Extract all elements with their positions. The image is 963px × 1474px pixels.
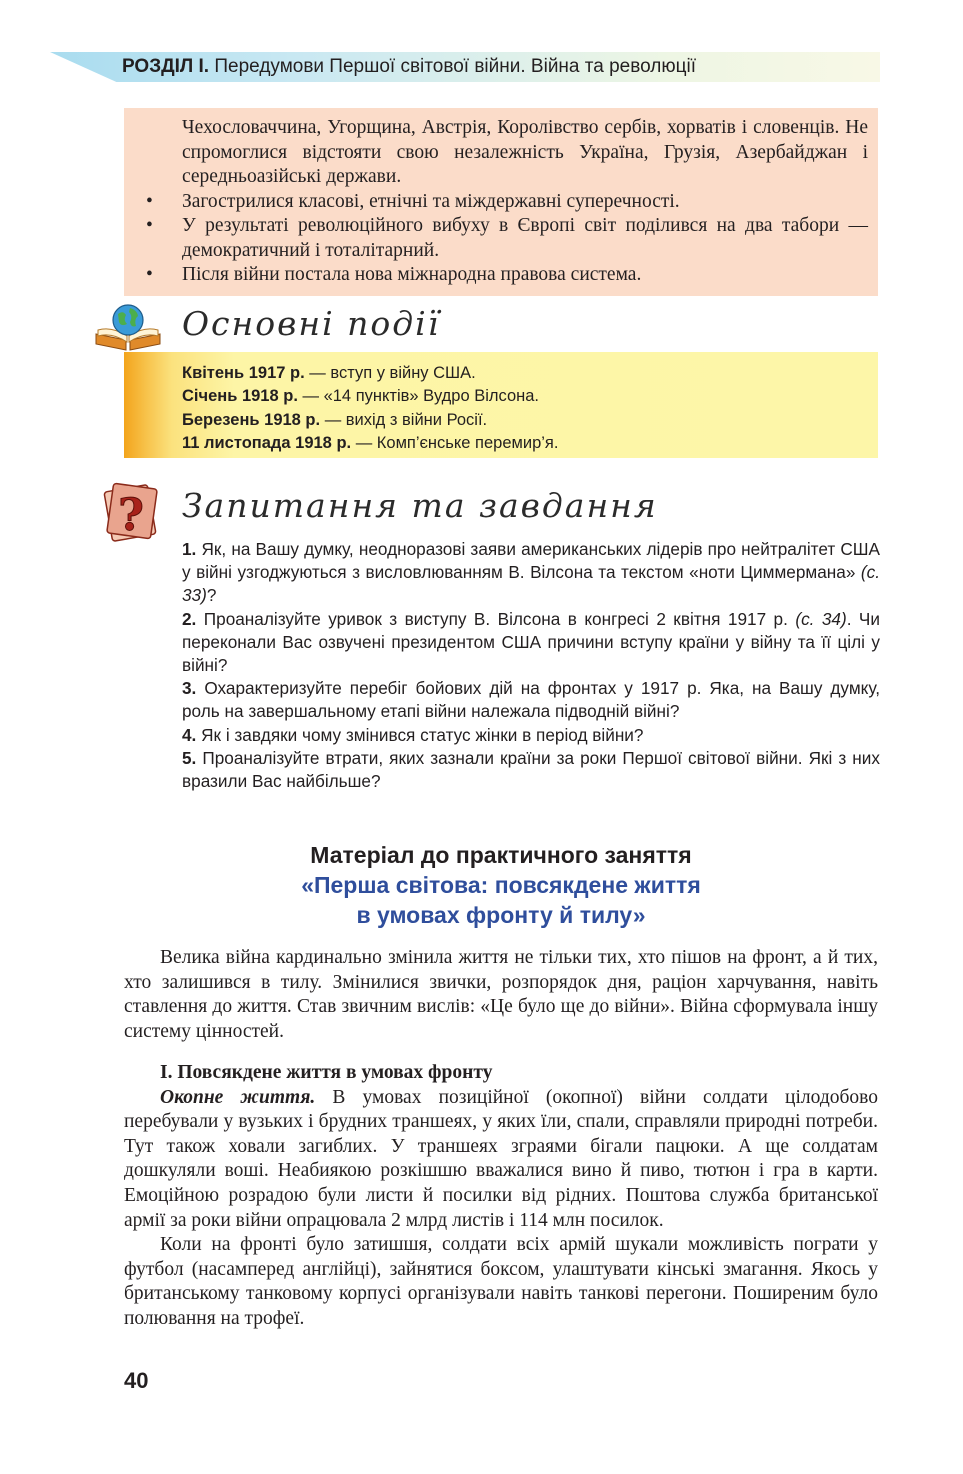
front-section xyxy=(124,1061,878,1332)
question-item: 5. Проаналізуйте втрати, яких зазнали країни за роки Першої світової війни. Які з них вразили Вас найбільше? xyxy=(182,747,880,792)
practical-title-line: Матеріал до практичного заняття xyxy=(310,842,692,868)
summary-text xyxy=(146,116,868,288)
summary-continuation: Чехословаччина, Угорщина, Австрія, Королівство сербів, хорватів і словенців. Не спромоглися відстояти свою незалежність Україна, Грузія, Азербайджан і середньоазійські держави. xyxy=(182,117,868,187)
bullet-icon: • xyxy=(146,264,153,285)
question-item: 3. Охарактеризуйте перебіг бойових дій на фронтах у 1917 р. Яка, на Вашу думку, роль на завершальному етапі війни належала підводній війні? xyxy=(182,678,880,722)
intro-paragraph: Велика війна кардинально змінила життя не тільки тих, хто пішов на фронт, а й тих, хто залишився в тилу. Змінилися звички, розпорядок дня, раціон харчування, навіть ставлення до життя. Став звичним вислів: «Це було ще до війни». Війна сформувала іншу систему цінностей. xyxy=(124,947,878,1042)
events-list xyxy=(182,362,558,455)
practical-title xyxy=(124,840,878,930)
event-item: 11 листопада 1918 р. — Комп’єнське перемир’я. xyxy=(182,433,559,452)
summary-bullet: • Після війни постала нова міжнародна правова система. xyxy=(146,263,868,288)
page-number: 40 xyxy=(124,1368,149,1393)
event-date: Квітень 1917 р. xyxy=(182,364,305,382)
question-item: 4. Як і завдяки чому змінився статус жінки в період війни? xyxy=(182,724,644,745)
bullet-icon: • xyxy=(146,215,153,236)
summary-bullet: • У результаті революційного вибуху в Європі світ поділився на два табори — демократичний і тоталітарний. xyxy=(146,215,868,261)
questions-title: Запитання та завдання xyxy=(182,486,658,525)
event-item: Квітень 1917 р. — вступ у війну США. xyxy=(182,364,476,382)
events-title: Основні події xyxy=(182,304,441,343)
front-paragraph: Коли на фронті було затишшя, солдати всіх армій шукали можливість пограти у футбол (насамперед англійці), зайнятися боксом, улаштувати кінські змагання. Якось у британському танковому корпусі організували навіть танкові перегони. Поширеним було полювання на трофеї. xyxy=(124,1234,878,1329)
intro-text xyxy=(124,946,878,1044)
question-mark-icon xyxy=(100,478,162,546)
summary-bullet: • Загострилися класові, етнічні та міждержавні суперечності. xyxy=(146,190,868,215)
event-item: Березень 1918 р. — вихід з війни Росії. xyxy=(182,410,488,429)
event-date: Січень 1918 р. xyxy=(182,387,298,406)
book-globe-icon xyxy=(92,300,164,352)
running-header xyxy=(122,56,696,78)
question-item: 2. Проаналізуйте уривок з виступу В. Вілсона в конгресі 2 квітня 1917 р. (с. 34). Чи переконали Вас озвучені президентом США причини вступу країни у війну та її цілі у війні? xyxy=(182,608,880,676)
front-heading: І. Повсякдене життя в умовах фронту xyxy=(160,1062,493,1083)
front-paragraph: Окопне життя. В умовах позиційної (окопної) війни солдати цілодобово перебували у вузьких і брудних траншеях, у яких їли, спали, справляли природні потреби. Тут також ховали загиблих. У траншеях зграями бігали пацюки. А ще солдатам дошкуляли воші. Неабиякою розкішшю вважалися вино й пиво, тютюн і гра в карти. Емоційною розрадою були листи й посилки від рідних. Поштова служба британської армії за роки війни опрацювала 2 млрд листів і 114 млн посилок. xyxy=(124,1086,878,1231)
section-title: Передумови Першої світової війни. Війна та революції xyxy=(214,56,696,77)
lead-term: Окопне життя. xyxy=(160,1086,316,1108)
bullet-icon: • xyxy=(146,190,153,212)
svg-text:?: ? xyxy=(118,490,144,541)
event-date: 11 листопада 1918 р. xyxy=(182,433,352,452)
section-label: РОЗДІЛ І. xyxy=(122,56,210,77)
practical-subtitle-line: в умовах фронту й тилу» xyxy=(356,902,646,928)
event-date: Березень 1918 р. xyxy=(182,410,321,429)
questions-list xyxy=(182,538,880,793)
practical-subtitle-line: «Перша світова: повсякдене життя xyxy=(301,872,701,898)
event-item: Січень 1918 р. — «14 пунктів» Вудро Вілсона. xyxy=(182,387,540,406)
question-item: 1. Як, на Вашу думку, неодноразові заяви американських лідерів про нейтралітет США у війні узгоджуються з висловлюванням В. Вілсона та текстом «ноти Циммермана» (с. 33)? xyxy=(182,539,880,606)
